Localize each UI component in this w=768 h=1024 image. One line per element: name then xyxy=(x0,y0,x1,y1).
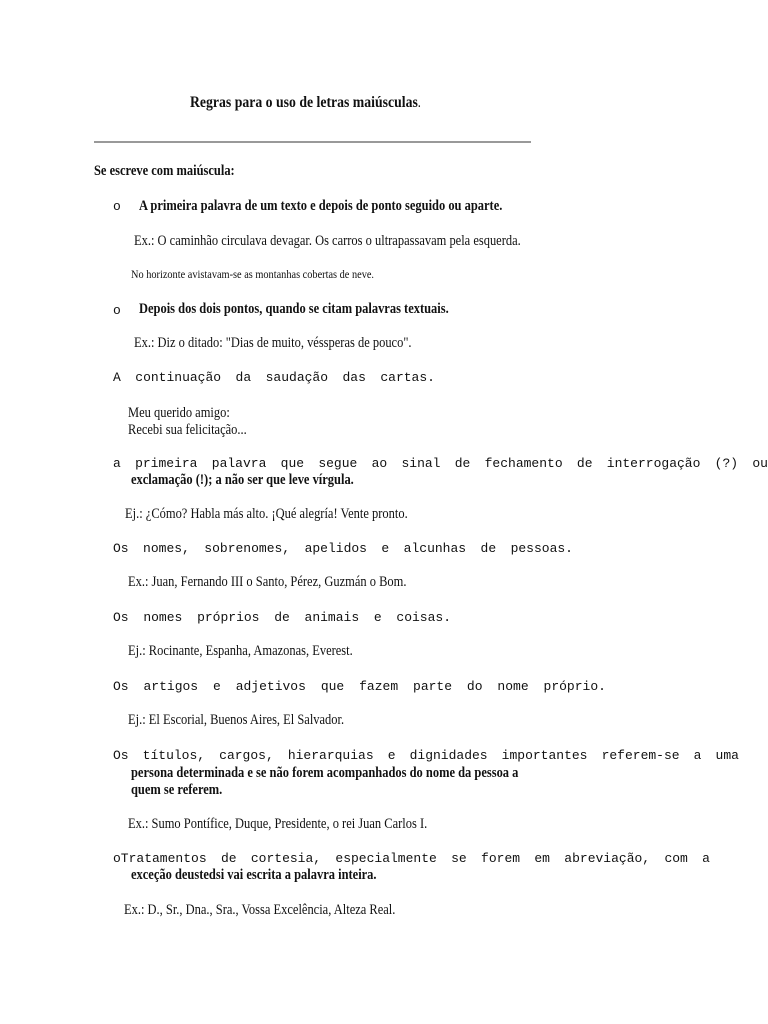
rule-5-word: Os xyxy=(113,541,129,556)
rule-8-text xyxy=(113,748,739,763)
rule-9-word: a xyxy=(702,851,710,866)
rule-3-word: da xyxy=(235,370,252,385)
rule-4-word: fechamento xyxy=(484,456,563,471)
rule-7-word: parte xyxy=(413,679,453,694)
rule-5-word: de xyxy=(480,541,497,556)
rule-8-word: dignidades xyxy=(409,748,488,763)
rule-9-word: especialmente xyxy=(335,851,437,866)
rule-7-example-1: Ej.: El Escorial, Buenos Aires, El Salvador. xyxy=(128,712,345,728)
rule-9-word: de xyxy=(220,851,237,866)
rule-5-word: sobrenomes, xyxy=(204,541,291,556)
page-title-period: . xyxy=(417,95,421,111)
rule-4-continuation: exclamação (!); a não ser que leve vírgula. xyxy=(131,472,354,488)
rule-2-example-1: Ex.: Diz o ditado: "Dias de muito, véssperas de pouco". xyxy=(134,335,412,351)
rule-4-word: a xyxy=(113,456,121,471)
rule-4-word: interrogação xyxy=(606,456,701,471)
rule-6-word: Os xyxy=(113,610,129,625)
rule-7-word: próprio. xyxy=(543,679,606,694)
rule-6-word: e xyxy=(373,610,382,625)
rule-8-word: cargos, xyxy=(219,748,274,763)
rule-4-word: de xyxy=(454,456,471,471)
page-title-text: Regras para o uso de letras maiúsculas xyxy=(190,94,418,111)
rule-8-example-1: Ex.: Sumo Pontífice, Duque, Presidente, o rei Juan Carlos I. xyxy=(128,816,428,832)
rule-8-word: a xyxy=(693,748,702,763)
section-heading: Se escreve com maiúscula: xyxy=(94,163,235,179)
rule-8-continuation-2: quem se referem. xyxy=(131,782,223,798)
rule-1-example-1: Ex.: O caminhão circulava devagar. Os carros o ultrapassavam pela esquerda. xyxy=(134,233,521,249)
rule-5-word: e xyxy=(381,541,390,556)
rule-4-text xyxy=(113,456,768,471)
rule-8-word: e xyxy=(387,748,396,763)
rule-3-word: saudação xyxy=(265,370,329,385)
title-divider xyxy=(94,141,531,143)
rule-3-word: cartas. xyxy=(380,370,435,385)
rule-7-text xyxy=(113,679,606,694)
rule-9-word: com xyxy=(664,851,688,866)
rule-9-word: oTratamentos xyxy=(113,851,207,866)
rule-7-word: que xyxy=(320,679,345,694)
rule-3-example-1: Meu querido amigo: xyxy=(128,405,230,421)
rule-3-word: das xyxy=(342,370,366,385)
rule-4-word: que xyxy=(280,456,305,471)
rule-7-word: do xyxy=(466,679,483,694)
rule-4-word: (?) xyxy=(714,456,739,471)
rule-7-word: fazem xyxy=(359,679,399,694)
rule-4-word: primeira xyxy=(135,456,198,471)
rule-4-word: ou xyxy=(752,456,768,471)
rule-9-continuation: exceção deustedsi vai escrita a palavra inteira. xyxy=(131,867,377,883)
rule-3-example-2: Recebi sua felicitação... xyxy=(128,422,247,438)
rule-8-word: referem-se xyxy=(601,748,680,763)
rule-3-word: continuação xyxy=(135,370,222,385)
rule-2-text: Depois dos dois pontos, quando se citam palavras textuais. xyxy=(139,301,449,317)
rule-7-word: nome xyxy=(497,679,529,694)
rule-1-text: A primeira palavra de um texto e depois de ponto seguido ou aparte. xyxy=(139,198,503,214)
rule-8-word: uma xyxy=(715,748,739,763)
rule-5-example-1: Ex.: Juan, Fernando III o Santo, Pérez, Guzmán o Bom. xyxy=(128,574,407,590)
rule-7-word: Os xyxy=(113,679,129,694)
rule-6-text xyxy=(113,610,451,625)
rule-1-example-2: No horizonte avistavam-se as montanhas cobertas de neve. xyxy=(131,267,375,281)
rule-4-word: de xyxy=(576,456,593,471)
rule-3-word: A xyxy=(113,370,121,385)
rule-5-text xyxy=(113,541,573,556)
rule-3-text xyxy=(113,370,435,385)
rule-7-word: adjetivos xyxy=(235,679,306,694)
rule-6-word: animais xyxy=(304,610,360,625)
rule-4-word: segue xyxy=(318,456,358,471)
page-title xyxy=(190,94,421,112)
rule-9-word: cortesia, xyxy=(250,851,322,866)
rule-8-word: hierarquias xyxy=(287,748,374,763)
rule-9-word: se xyxy=(451,851,467,866)
rule-4-word: ao xyxy=(371,456,388,471)
rule-7-word: e xyxy=(213,679,221,694)
rule-8-word: importantes xyxy=(501,748,588,763)
rule-4-word: palavra xyxy=(211,456,267,471)
rule-6-word: próprios xyxy=(197,610,260,625)
rule-6-word: coisas. xyxy=(396,610,451,625)
rule-9-example-1: Ex.: D., Sr., Dna., Sra., Vossa Excelência, Alteza Real. xyxy=(124,902,396,918)
rule-6-word: nomes xyxy=(143,610,183,625)
rule-5-word: alcunhas xyxy=(403,541,467,556)
bullet-rule-2: o xyxy=(113,303,121,318)
rule-4-word: sinal xyxy=(401,456,441,471)
rule-9-word: forem xyxy=(481,851,521,866)
rule-5-word: pessoas. xyxy=(510,541,573,556)
rule-9-text xyxy=(113,851,710,866)
rule-5-word: apelidos xyxy=(304,541,367,556)
rule-4-example-1: Ej.: ¿Cómo? Habla más alto. ¡Qué alegría! Vente pronto. xyxy=(125,506,408,522)
rule-7-word: artigos xyxy=(143,679,199,694)
rule-9-word: em xyxy=(534,851,550,866)
rule-6-word: de xyxy=(274,610,290,625)
rule-5-word: nomes, xyxy=(143,541,190,556)
rule-9-word: abreviação, xyxy=(564,851,651,866)
rule-8-word: títulos, xyxy=(142,748,206,763)
bullet-rule-1: o xyxy=(113,199,121,214)
rule-8-continuation: persona determinada e se não forem acompanhados do nome da pessoa a xyxy=(131,765,519,781)
rule-8-word: Os xyxy=(113,748,129,763)
rule-6-example-1: Ej.: Rocinante, Espanha, Amazonas, Everest. xyxy=(128,643,353,659)
